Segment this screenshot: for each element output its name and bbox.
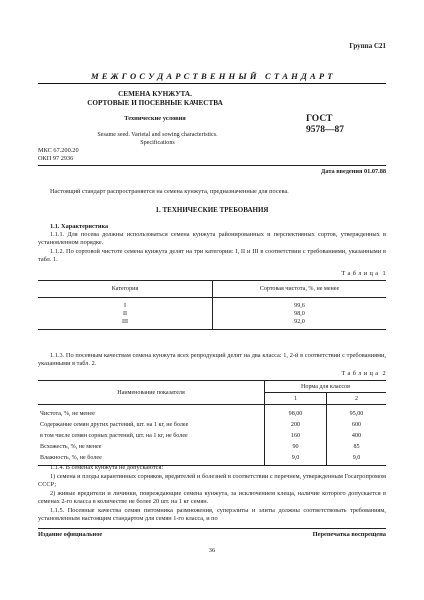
page-number: 36 [208,547,216,554]
table-row [38,419,386,430]
table2-class1-cell: 9,0 [265,452,327,466]
table-row [38,318,386,330]
table2-col-norm: Норма для классов [265,381,387,393]
english-title-2: Specifications [140,140,175,146]
standard-banner: М Е Ж Г О С У Д А Р С Т В Е Н Н Ы Й С Т А Н Д А Р Т [90,71,334,81]
table2-indicator-cell: Содержание семян других растений, шт. на 1 кг, не более [38,419,265,430]
table2-header-top [38,381,386,393]
table-row [38,298,386,311]
table-row [38,430,386,441]
english-title-1: Sesame seed. Varietal and sowing characteristics. [97,132,218,138]
table2-col-indicator: Наименование показателя [38,381,265,405]
table1-category-cell: II [38,310,213,318]
section-heading: 1. ТЕХНИЧЕСКИЕ ТРЕБОВАНИЯ [155,206,269,214]
table2-class1-cell: 98,00 [265,405,327,420]
group-label: Группа С21 [349,42,386,50]
table2-class2-cell: 95,00 [349,410,364,417]
effective-date: Дата введения 01.07.88 [321,168,386,175]
table2-class2-cell: 600 [351,421,362,428]
mks-code: МКС 67.200.20 [38,147,79,154]
paragraph-1-1-3: 1.1.3. По посевным качествам семена кунжута всех репродукций делят на два класса: 1, 2-й в соответствии с требованиями, указанными в табл. 2. [38,352,386,368]
table2-class1-cell: 90 [265,441,327,452]
paragraph-1-1-4-item-1: 1) семена и плоды карантинных сорняков, вредителей и болезней в соответствии с перечнем, утвержденным Госагропромом СССР; [38,473,386,489]
paragraph-1-1-1: 1.1.1. Для посева должны использоваться семена кунжута районированных и перспективных сортов, утвержденных в установленном порядке. [38,231,386,247]
table2-indicator-cell: Всхожесть, %, не менее [38,441,265,452]
official-edition: Издание официальное [38,531,103,538]
title-line-1: СЕМЕНА КУНЖУТА. [118,90,192,98]
table2-class2-cell: 85 [353,443,360,450]
table2-caption: Т а б л и ц а 2 [341,370,386,377]
table2-class1-cell: 160 [265,430,327,441]
gost-label: ГОСТ [306,114,333,124]
table1-col-purity: Сортовая чистота, %, не менее [259,286,340,292]
table2-class1-cell: 200 [265,419,327,430]
table2-class2-cell: 400 [351,432,362,439]
banner-rule [38,83,386,84]
paragraph-1-1-5: 1.1.5. Посевные качества семян питомника размножения, суперэлиты и элиты должны соответствовать требованиям, установленным настоящим стандартом для семян 1-го класса, и по [38,507,386,523]
table1-header [38,281,386,298]
gost-number: 9578—87 [306,125,344,135]
table1-category-cell: I [38,298,213,311]
table-row [38,405,386,420]
codes-rule [38,165,386,166]
okp-code: ОКП 97 2936 [38,155,74,162]
table2-indicator-cell: Влажность, %, не более [38,452,265,466]
reprint-notice: Перепечатка воспрещена [312,531,386,538]
table2-col-class2: 2 [354,395,359,402]
paragraph-1-1-4: 1.1.4. В семенах кунжута не допускаются: [50,464,164,471]
table1-caption: Т а б л и ц а 1 [341,270,386,277]
table-row [38,441,386,452]
table2-indicator-cell: Чистота, %, не менее [38,405,265,420]
table2-col-class1: 1 [265,393,327,405]
table-row [38,310,386,318]
table2-indicator-cell: в том числе семян сорных растений, шт. на 1 кг, не более [38,430,265,441]
footer-rule [38,528,386,529]
table1-value-cell: 98,0 [294,311,305,317]
paragraph-1-1-4-item-2: 2) живые вредители и личинки, повреждающие семена кунжута, за исключением клеща, наличие которого допускается в семенах 2-го класса в количестве не более 20 шт. на 1 кг семян. [38,490,386,506]
title-line-2: СОРТОВЫЕ И ПОСЕВНЫЕ КАЧЕСТВА [87,99,223,107]
table1-value-cell: 92,0 [294,319,305,325]
subsection-heading: 1.1. Характеристика [50,223,109,230]
table1-col-category: Категория [38,281,213,298]
table1-category-cell: III [38,318,213,330]
title-subtitle: Технические условия [124,115,186,122]
table2 [38,380,386,466]
table2-class2-cell: 9,0 [352,454,361,461]
intro-paragraph: Настоящий стандарт распространяется на семена кунжута, предназначенные для посева. [50,188,289,195]
paragraph-1-1-2: 1.1.2. По сортовой чистоте семена кунжута делят на три категории: I, II и III в соответствии с требованиями, указанными в табл. 1. [38,248,386,264]
table1 [38,280,386,330]
table1-value-cell: 99,6 [294,303,305,309]
